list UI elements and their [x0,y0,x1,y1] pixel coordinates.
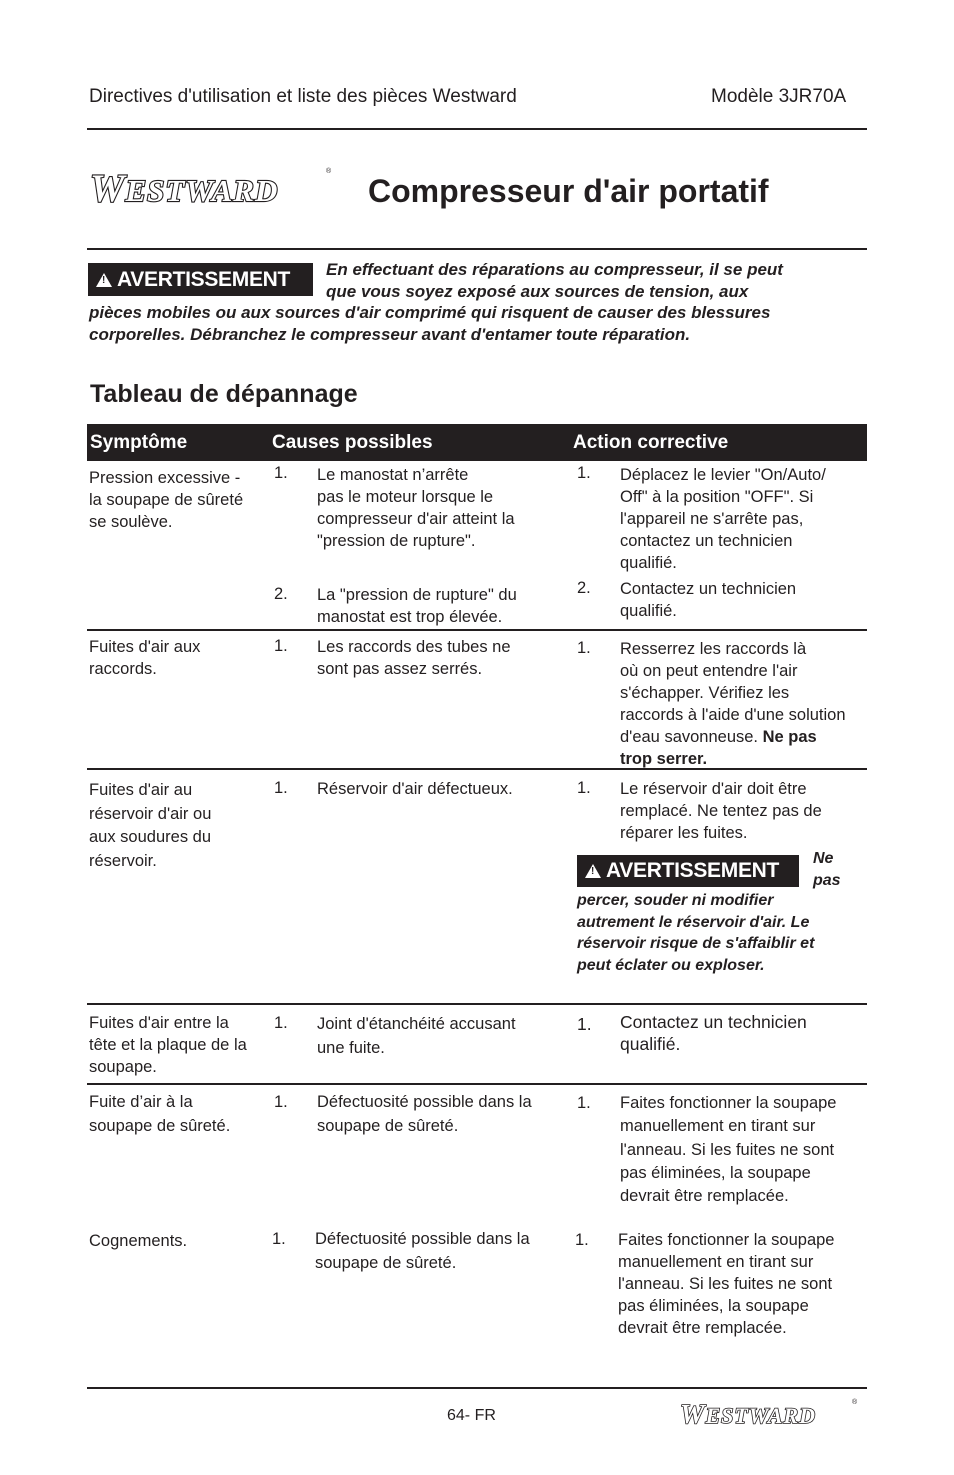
page-number: 64- FR [447,1407,496,1424]
document-header-title: Directives d'utilisation et liste des pièces Westward [89,86,517,107]
tank-warning-badge [577,855,799,887]
cause-line: "pression de rupture". [317,532,476,550]
cause-number: 1. [274,1093,288,1111]
cause-text [317,1012,516,1060]
action-line: raccords à l'aide d'une solution [620,706,846,724]
action-line: qualifié. [620,602,677,620]
action-line: réparer les fuites. [620,824,748,842]
table-row-4-symptom [89,1012,247,1078]
action-line: qualifié. [620,1034,681,1054]
cause-line: Les raccords des tubes ne [317,638,511,656]
section-title: Tableau de dépannage [90,380,358,408]
table-row-5-symptom [89,1091,230,1138]
row-divider [87,629,867,631]
cause-line: compresseur d'air atteint la [317,510,515,528]
cause-text [317,464,515,552]
symptom-line: Cognements. [89,1232,188,1250]
action-emphasis: trop serrer. [620,750,708,768]
symptom-line: Fuites d'air aux [89,638,201,656]
action-line [620,748,846,770]
logo-wordmark: WESTWARD [90,167,279,210]
action-number: 1. [577,1094,591,1112]
page-title: Compresseur d'air portatif [368,173,769,209]
action-line: l'anneau. Si les fuites ne sont [618,1275,833,1293]
tank-warning-badge-label: AVERTISSEMENT [606,859,780,882]
action-number: 1. [577,464,591,482]
cause-line: manostat est trop élevée. [317,608,503,626]
column-header-action: Action corrective [573,432,729,453]
action-number: 1. [577,1014,592,1034]
tank-warning-word: Ne [813,850,834,867]
warning-badge [88,263,313,296]
table-header [87,424,867,461]
cause-number: 1. [274,1014,288,1032]
tank-warning-line: autrement le réservoir d'air. Le [577,913,810,931]
footer-westward-logo [680,1398,858,1430]
action-line [620,726,846,748]
cause-number: 1. [274,464,288,482]
cause-text [317,636,511,680]
action-text [618,1229,834,1339]
symptom-line: aux soudures du [89,828,212,846]
warning-triangle-icon [96,273,112,287]
cause-line: sont pas assez serrés. [317,660,483,678]
model-number: Modèle 3JR70A [711,86,847,107]
symptom-line: soupape. [89,1058,157,1076]
footer-rule [87,1387,867,1389]
tank-warning-line: percer, souder ni modifier [577,892,774,909]
action-line: devrait être remplacée. [620,1187,789,1206]
action-line: Faites fonctionner la soupape [620,1094,837,1112]
action-text [620,638,846,770]
action-text [620,1092,836,1208]
row-divider [87,1003,867,1005]
cause-number: 1. [274,637,288,655]
action-emphasis: Ne pas [758,728,817,746]
symptom-line: raccords. [89,660,157,678]
action-line: s'échapper. Vérifiez les [620,684,790,702]
symptom-line: réservoir. [89,851,157,870]
warning-text-line-4: corporelles. Débranchez le compresseur avant d'entamer toute réparation. [89,325,691,344]
cause-number: 1. [272,1230,286,1248]
cause-line: soupape de sûreté. [315,1253,457,1272]
action-text [620,578,796,622]
cause-line: pas le moteur lorsque le [317,488,494,506]
action-number: 1. [575,1231,589,1249]
action-line: pas éliminées, la soupape [620,1163,811,1182]
symptom-line: Pression excessive - [89,469,241,487]
cause-text [315,1228,530,1275]
action-number: 1. [577,639,591,657]
action-number: 1. [577,779,591,797]
action-line: devrait être remplacée. [618,1319,787,1337]
symptom-line: Fuite d’air à la [89,1093,193,1111]
action-line: Resserrez les raccords là [620,640,807,658]
cause-line: La "pression de rupture" du [317,586,517,604]
table-row-1-symptom [89,467,243,533]
westward-logo [90,166,332,211]
symptom-line: Fuites d'air au [89,781,193,799]
header-rule [87,128,867,130]
cause-line: Défectuosité possible dans la [317,1093,532,1111]
warning-text-line-2: que vous soyez exposé aux sources de tension, aux [326,282,749,301]
action-line: Contactez un technicien [620,1012,807,1032]
table-row-2-symptom [89,636,200,680]
action-line: Le réservoir d'air doit être [620,780,807,798]
cause-line: Réservoir d'air défectueux. [317,780,513,798]
symptom-line: Fuites d'air entre la [89,1014,229,1032]
column-header-causes: Causes possibles [272,432,433,453]
tank-warning-line: réservoir risque de s'affaiblir et [577,935,815,952]
warning-badge-label: AVERTISSEMENT [117,267,291,291]
action-line: manuellement en tirant sur [620,1117,816,1136]
row-divider [87,768,867,770]
symptom-line: se soulève. [89,513,173,531]
table-row-6-symptom [89,1230,187,1252]
action-line: où on peut entendre l'air [620,662,798,680]
action-line: Contactez un technicien [620,580,797,598]
action-line: l'anneau. Si les fuites ne sont [620,1140,835,1159]
symptom-line: la soupape de sûreté [89,491,244,509]
cause-line: Défectuosité possible dans la [315,1230,530,1248]
tank-warning-text [577,890,814,976]
action-line: Faites fonctionner la soupape [618,1231,835,1249]
action-line: pas éliminées, la soupape [618,1297,809,1315]
cause-number: 1. [274,779,288,797]
cause-number: 2. [274,585,288,603]
warning-text-line-1: En effectuant des réparations au compresseur, il se peut [326,260,783,279]
cause-line: Le manostat n’arrête [317,466,469,484]
tank-warning-side [813,848,841,891]
warning-triangle-icon [585,864,601,878]
action-line: Off" à la position "OFF". Si [620,488,814,506]
action-line: qualifié. [620,554,677,572]
warning-top-rule [87,248,867,250]
action-line-text: d'eau savonneuse. [620,728,759,746]
cause-line: une fuite. [317,1039,385,1057]
action-line: Déplacez le levier "On/Auto/ [620,466,826,484]
cause-line: soupape de sûreté. [317,1116,459,1135]
action-line: manuellement en tirant sur [618,1253,814,1271]
action-line: l'appareil ne s'arrête pas, [620,510,804,528]
tank-warning-word: pas [813,871,841,889]
action-number: 2. [577,579,591,597]
action-line: remplacé. Ne tentez pas de [620,802,822,820]
cause-text [317,1091,532,1138]
registered-mark: ® [326,168,332,175]
tank-warning-line: peut éclater ou exploser. [577,956,765,974]
footer-logo-wordmark: WESTWARD [680,1398,816,1429]
cause-text [317,778,513,800]
symptom-line: tête et la plaque de la [89,1036,247,1054]
action-text [620,1011,807,1055]
cause-text [317,584,517,628]
row-divider [87,1083,867,1085]
warning-text-line-3: pièces mobiles ou aux sources d'air comprimé qui risquent de causer des blessures [89,303,771,322]
symptom-line: réservoir d'air ou [89,804,212,823]
column-header-symptom: Symptôme [90,432,188,453]
registered-mark: ® [852,1399,858,1406]
action-line: contactez un technicien [620,532,793,550]
action-text [620,778,822,844]
action-text [620,464,826,574]
symptom-line: soupape de sûreté. [89,1116,231,1135]
cause-line: Joint d'étanchéité accusant [317,1015,516,1033]
table-row-3-symptom [89,779,211,873]
